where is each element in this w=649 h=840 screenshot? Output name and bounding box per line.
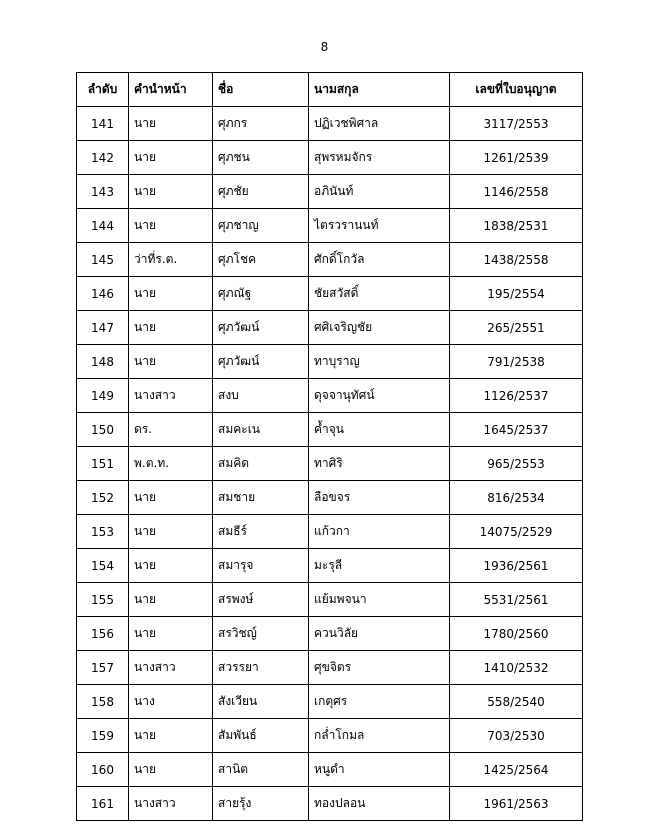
last-name-cell: กล่ำโกมล <box>309 719 450 753</box>
prefix-cell: นาย <box>129 311 213 345</box>
table-row <box>77 413 583 447</box>
first-name-cell: สานิต <box>213 753 309 787</box>
order-cell: 142 <box>77 141 129 175</box>
last-name-cell: เกตุศร <box>309 685 450 719</box>
prefix-cell: นางสาว <box>129 651 213 685</box>
table-row <box>77 345 583 379</box>
order-cell: 154 <box>77 549 129 583</box>
license-number-cell: 558/2540 <box>450 685 583 719</box>
last-name-cell: อภินันท์ <box>309 175 450 209</box>
license-number-cell: 1261/2539 <box>450 141 583 175</box>
license-number-cell: 1410/2532 <box>450 651 583 685</box>
first-name-cell: สังเวียน <box>213 685 309 719</box>
last-name-cell: ศศิเจริญชัย <box>309 311 450 345</box>
first-name-cell: สมารุจ <box>213 549 309 583</box>
last-name-cell: ลือขจร <box>309 481 450 515</box>
table-row <box>77 549 583 583</box>
first-name-cell: สงบ <box>213 379 309 413</box>
order-cell: 144 <box>77 209 129 243</box>
prefix-cell: นาย <box>129 719 213 753</box>
license-number-cell: 3117/2553 <box>450 107 583 141</box>
last-name-cell: ทาศิริ <box>309 447 450 481</box>
first-name-cell: ศุภณัฐ <box>213 277 309 311</box>
table-row <box>77 753 583 787</box>
order-cell: 159 <box>77 719 129 753</box>
order-cell: 157 <box>77 651 129 685</box>
header-prefix: คำนำหน้า <box>129 73 213 107</box>
last-name-cell: ศักดิ์โกวัล <box>309 243 450 277</box>
prefix-cell: นาย <box>129 141 213 175</box>
order-cell: 150 <box>77 413 129 447</box>
order-cell: 146 <box>77 277 129 311</box>
last-name-cell: ทาบุราญ <box>309 345 450 379</box>
first-name-cell: ศุภวัฒน์ <box>213 311 309 345</box>
first-name-cell: ศุภชัย <box>213 175 309 209</box>
last-name-cell: ปฏิเวชพิศาล <box>309 107 450 141</box>
license-number-cell: 1425/2564 <box>450 753 583 787</box>
prefix-cell: ว่าที่ร.ต. <box>129 243 213 277</box>
table-row <box>77 515 583 549</box>
license-number-cell: 195/2554 <box>450 277 583 311</box>
table-row <box>77 379 583 413</box>
prefix-cell: นาย <box>129 209 213 243</box>
table-row <box>77 481 583 515</box>
last-name-cell: ดุจจานุทัศน์ <box>309 379 450 413</box>
table-row <box>77 107 583 141</box>
license-number-cell: 965/2553 <box>450 447 583 481</box>
prefix-cell: ดร. <box>129 413 213 447</box>
license-number-cell: 1126/2537 <box>450 379 583 413</box>
order-cell: 153 <box>77 515 129 549</box>
last-name-cell: ควนวิลัย <box>309 617 450 651</box>
first-name-cell: สมคิด <box>213 447 309 481</box>
prefix-cell: นาย <box>129 175 213 209</box>
page-number: 8 <box>320 40 329 54</box>
order-cell: 141 <box>77 107 129 141</box>
table-row <box>77 243 583 277</box>
order-cell: 158 <box>77 685 129 719</box>
table-row <box>77 617 583 651</box>
order-cell: 160 <box>77 753 129 787</box>
license-number-cell: 1780/2560 <box>450 617 583 651</box>
last-name-cell: มะรุลี <box>309 549 450 583</box>
order-cell: 151 <box>77 447 129 481</box>
first-name-cell: สวรรยา <box>213 651 309 685</box>
order-cell: 145 <box>77 243 129 277</box>
prefix-cell: นาย <box>129 617 213 651</box>
table-row <box>77 141 583 175</box>
first-name-cell: สรวิชญ์ <box>213 617 309 651</box>
order-cell: 143 <box>77 175 129 209</box>
prefix-cell: นาย <box>129 277 213 311</box>
table-row <box>77 209 583 243</box>
license-number-cell: 14075/2529 <box>450 515 583 549</box>
license-number-cell: 265/2551 <box>450 311 583 345</box>
header-row <box>77 73 583 107</box>
table-row <box>77 685 583 719</box>
prefix-cell: นางสาว <box>129 379 213 413</box>
first-name-cell: ศุภชน <box>213 141 309 175</box>
license-number-cell: 703/2530 <box>450 719 583 753</box>
prefix-cell: นาย <box>129 345 213 379</box>
first-name-cell: ศุภชาญ <box>213 209 309 243</box>
order-cell: 161 <box>77 787 129 821</box>
table-body <box>77 107 583 821</box>
order-cell: 152 <box>77 481 129 515</box>
last-name-cell: ชัยสวัสดิ์ <box>309 277 450 311</box>
order-cell: 149 <box>77 379 129 413</box>
license-number-cell: 1438/2558 <box>450 243 583 277</box>
table-row <box>77 277 583 311</box>
table-row <box>77 719 583 753</box>
prefix-cell: นาย <box>129 481 213 515</box>
first-name-cell: สายรุ้ง <box>213 787 309 821</box>
license-number-cell: 791/2538 <box>450 345 583 379</box>
prefix-cell: นาย <box>129 583 213 617</box>
table-row <box>77 583 583 617</box>
table-row <box>77 175 583 209</box>
license-table <box>76 72 583 821</box>
license-number-cell: 1936/2561 <box>450 549 583 583</box>
first-name-cell: สัมพันธ์ <box>213 719 309 753</box>
license-number-cell: 816/2534 <box>450 481 583 515</box>
first-name-cell: สมธีร์ <box>213 515 309 549</box>
prefix-cell: นาย <box>129 753 213 787</box>
first-name-cell: ศุภโชค <box>213 243 309 277</box>
license-number-cell: 1645/2537 <box>450 413 583 447</box>
order-cell: 156 <box>77 617 129 651</box>
table-header <box>77 73 583 107</box>
license-number-cell: 5531/2561 <box>450 583 583 617</box>
last-name-cell: หนูดำ <box>309 753 450 787</box>
license-number-cell: 1961/2563 <box>450 787 583 821</box>
order-cell: 155 <box>77 583 129 617</box>
order-cell: 147 <box>77 311 129 345</box>
last-name-cell: ค้ำจุน <box>309 413 450 447</box>
prefix-cell: นาย <box>129 107 213 141</box>
first-name-cell: ศุภวัฒน์ <box>213 345 309 379</box>
prefix-cell: นาง <box>129 685 213 719</box>
table-row <box>77 447 583 481</box>
license-number-cell: 1146/2558 <box>450 175 583 209</box>
first-name-cell: สรพงษ์ <box>213 583 309 617</box>
first-name-cell: สมคะเน <box>213 413 309 447</box>
last-name-cell: แย้มพจนา <box>309 583 450 617</box>
header-first-name: ชื่อ <box>213 73 309 107</box>
prefix-cell: พ.ต.ท. <box>129 447 213 481</box>
prefix-cell: นางสาว <box>129 787 213 821</box>
header-order: ลำดับ <box>77 73 129 107</box>
table-row <box>77 787 583 821</box>
first-name-cell: ศุภกร <box>213 107 309 141</box>
table-row <box>77 651 583 685</box>
prefix-cell: นาย <box>129 515 213 549</box>
table-row <box>77 311 583 345</box>
last-name-cell: ไตรวรานนท์ <box>309 209 450 243</box>
order-cell: 148 <box>77 345 129 379</box>
last-name-cell: ทองปลอน <box>309 787 450 821</box>
header-last-name: นามสกุล <box>309 73 450 107</box>
last-name-cell: ศุขจิตร <box>309 651 450 685</box>
last-name-cell: แก้วกา <box>309 515 450 549</box>
last-name-cell: สุพรหมจักร <box>309 141 450 175</box>
first-name-cell: สมชาย <box>213 481 309 515</box>
header-license-number: เลขที่ใบอนุญาต <box>450 73 583 107</box>
prefix-cell: นาย <box>129 549 213 583</box>
license-number-cell: 1838/2531 <box>450 209 583 243</box>
